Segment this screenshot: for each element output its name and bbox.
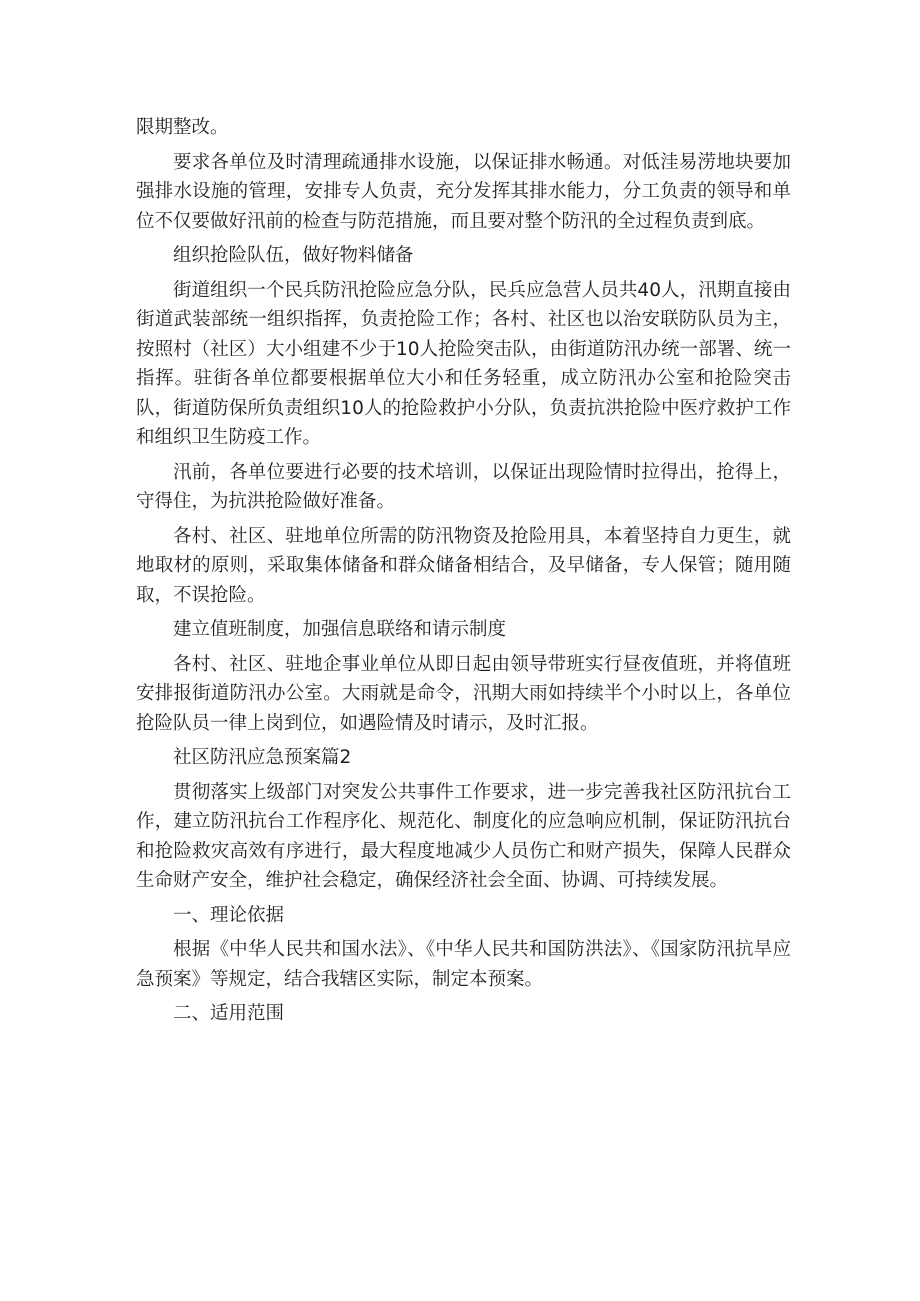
paragraph-4: 街道组织一个民兵防汛抢险应急分队，民兵应急营人员共40人，汛期直接由街道武装部统一组织指挥，负责抢险工作；各村、社区也以治安联防队员为主，按照村（社区）大小组建不少于10人抢险突击队，由街道防汛办统一部署、统一指挥。驻街各单位都要根据单位大小和任务轻重，成立防汛办公室和抢险突击队，街道防保所负责组织10人的抢险救护小分队，负责抗洪抢险中医疗救护工作和组织卫生防疫工作。 bbox=[136, 279, 791, 448]
document-body bbox=[136, 113, 791, 1034]
paragraph-8: 各村、社区、驻地企事业单位从即日起由领导带班实行昼夜值班，并将值班安排报街道防汛办公室。大雨就是命令，汛期大雨如持续半个小时以上，各单位抢险队员一律上岗到位，如遇险情及时请示，及时汇报。 bbox=[136, 653, 791, 734]
paragraph-2: 要求各单位及时清理疏通排水设施，以保证排水畅通。对低洼易涝地块要加强排水设施的管理，安排专人负责，充分发挥其排水能力，分工负责的领导和单位不仅要做好汛前的检查与防范措施，而且要对整个防汛的全过程负责到底。 bbox=[136, 151, 791, 232]
paragraph-5: 汛前，各单位要进行必要的技术培训，以保证出现险情时拉得出，抢得上，守得住，为抗洪抢险做好准备。 bbox=[136, 461, 791, 512]
paragraph-10: 贯彻落实上级部门对突发公共事件工作要求，进一步完善我社区防汛抗台工作，建立防汛抗台工作程序化、规范化、制度化的应急响应机制，保证防汛抗台和抢险救灾高效有序进行，最大程度地减少人员伤亡和财产损失，保障人民群众生命财产安全，维护社会稳定，确保经济社会全面、协调、可持续发展。 bbox=[136, 781, 791, 891]
paragraph-6: 各村、社区、驻地单位所需的防汛物资及抢险用具，本着坚持自力更生，就地取材的原则，采取集体储备和群众储备相结合，及早储备，专人保管；随用随取，不误抢险。 bbox=[136, 525, 791, 606]
paragraph-1: 限期整改。 bbox=[136, 117, 229, 138]
section-title-part-2: 社区防汛应急预案篇2 bbox=[173, 747, 352, 768]
section-heading-basis: 一、理论依据 bbox=[173, 904, 285, 926]
section-heading-scope: 二、适用范围 bbox=[173, 1003, 285, 1024]
paragraph-12: 根据《中华人民共和国水法》、《中华人民共和国防洪法》、《国家防汛抗旱应急预案》等规定，结合我辖区实际，制定本预案。 bbox=[136, 939, 791, 990]
section-heading-duty-system: 建立值班制度，加强信息联络和请示制度 bbox=[173, 619, 507, 640]
section-heading-rescue-team: 组织抢险队伍，做好物料储备 bbox=[173, 245, 414, 266]
